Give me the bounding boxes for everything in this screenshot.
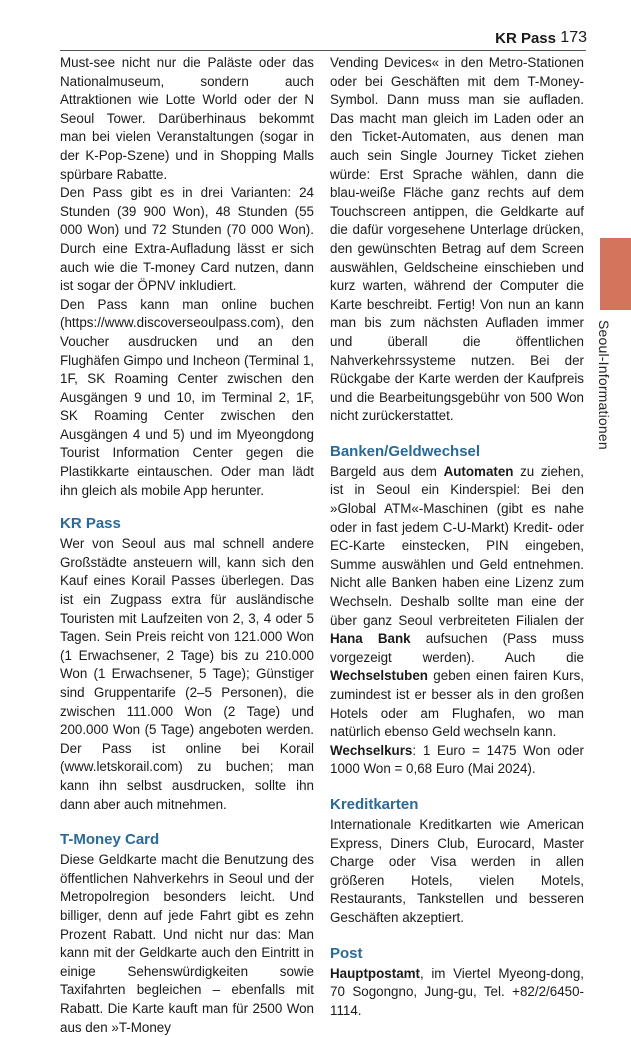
kreditkarten-paragraph: Internationale Kreditkarten wie American Express, Diners Club, Eurocard, Master Charge oder Visa werden in allen größeren Hotels, vielen Motels, Restaurants, Tankstellen und besseren Geschäften akzeptiert. [330, 816, 584, 925]
bold-term-hana-bank: Hana Bank [330, 631, 411, 647]
bold-term-automaten: Automaten [443, 463, 514, 479]
intro-paragraph-3: Den Pass kann man online buchen (https://www.discoverseoulpass.com), den Voucher ausdrucken und an den Flughäfen Gimpo und Incheon (Terminal 1, 1F, SK Roaming Center zwischen den Ausgängen 9 und 10, im Terminal 2, 1F, SK Roaming Center zwischen den Ausgängen 4 und 5) und im Myeongdong Tourist Information Center gegen die Plastikkarte eintauschen. Oder man lädt ihn gleich als mobile App herunter. [60, 296, 314, 498]
section-heading-kreditkarten: Kreditkarten [330, 795, 419, 813]
t-money-continued-paragraph: Vending Devices« in den Metro-Stationen oder bei Geschäften mit dem T-Money-Symbol. Dann muss man sie aufladen. Das macht man gleich im Laden oder an den Ticket-Automaten, aus denen man auch sein Single Journey Ticket ziehen würde: Erst Sprache wählen, dann die blau-weiße Fläche ganz rechts auf dem Touchscreen antippen, die Geldkarte auf die dafür vorgesehene Unterlage drücken, den gewünschten Betrag auf dem Screen auswählen, Geldscheine einschieben und kurz warten, während der Computer die Karte beschreibt. Fertig! Von nun an kann man bis zum nächsten Aufladen immer und überall die öffentlichen Nahverkehrssysteme nutzen. Bei der Rückgabe der Karte werden der Kaufpreis und die Bearbeitungsgebühr von 500 Won nicht zurückerstattet. [330, 55, 584, 424]
bold-term-wechselkurs: Wechselkurs [330, 742, 413, 758]
right-column [330, 54, 584, 1020]
bold-term-wechselstuben: Wechselstuben [330, 668, 428, 684]
chapter-side-label: Seoul-Informationen [596, 320, 612, 450]
left-column [60, 54, 314, 1037]
post-paragraph: Hauptpostamt, im Viertel Myeong-dong, 70 Sogongno, Jung-gu, Tel. +82/2/6450-1114. [330, 965, 584, 1018]
section-heading-post: Post [330, 944, 363, 962]
kr-pass-paragraph: Wer von Seoul aus mal schnell andere Großstädte ansteuern will, kann sich den Kauf eines Korail Passes überlegen. Das ist ein Zugpass extra für ausländische Touristen mit Laufzeiten von 2, 3, 4 oder 5 Tagen. Sein Preis reicht von 121.000 Won (1 Erwachsener, 2 Tage) bis zu 210.000 Won (1 Erwachsener, 5 Tage); Günstiger sind Gruppentarife (2–5 Personen), die zwischen 111.000 Won (2 Tage) und 200.000 Won (5 Tage) angeboten werden. Der Pass ist online bei Korail (www.letskorail.com) zu buchen; man kann ihn selbst ausdrucken, sollte ihn dann aber auch mitnehmen. [60, 536, 314, 812]
wechselkurs-paragraph: Wechselkurs: 1 Euro = 1475 Won oder 1000 Won = 0,68 Euro (Mai 2024). [330, 742, 584, 777]
bold-term-hauptpostamt: Hauptpostamt [330, 965, 421, 981]
section-heading-kr-pass: KR Pass [60, 515, 121, 533]
header-rule [60, 50, 586, 51]
intro-paragraph-2: Den Pass gibt es in drei Varianten: 24 Stunden (39 900 Won), 48 Stunden (55 000 Won) und 72 Stunden (70 000 Won). Durch eine Extra-Aufladung lässt er sich auch wie die T-money Card nutzen, dann ist sogar der ÖPNV inkludiert. [60, 185, 314, 294]
running-head: KR Pass [495, 30, 556, 47]
page-number: 173 [560, 29, 587, 46]
chapter-thumb-tab [600, 238, 631, 310]
section-heading-t-money: T-Money Card [60, 831, 160, 849]
t-money-paragraph: Diese Geldkarte macht die Benutzung des öffentlichen Nahverkehrs in Seoul und der Metropolregion besonders leicht. Und billiger, denn auf jede Fahrt gibt es zehn Prozent Rabatt. Und nicht nur das: Man kann mit der Geldkarte auch den Eintritt in einige Sehenswürdigkeiten sowie Taxifahrten begleichen – ebenfalls mit Rabatt. Die Karte kauft man für 2500 Won aus den »T-Money [60, 852, 314, 1035]
section-heading-banken: Banken/Geldwechsel [330, 442, 481, 460]
banken-paragraph: Bargeld aus dem Automaten zu ziehen, ist in Seoul ein Kinderspiel: Bei den »Global ATM«-Maschinen (gibt es nahe oder in fast jedem C-U-Markt) Kredit- oder EC-Karte einstecken, PIN eingeben, Summe auswählen und Geld entnehmen. Nicht alle Banken haben eine Lizenz zum Wechseln. Deshalb sollte man eine der über ganz Seoul verbreiteten Filialen der Hana Bank aufsuchen (Pass muss vorgezeigt werden). Auch die Wechselstuben geben einen fairen Kurs, zumindest ist er besser als in den großen Hotels oder am Flughafen, wo man natürlich ebenso Geld wechseln kann. [330, 463, 584, 740]
intro-paragraph-1: Must-see nicht nur die Paläste oder das Nationalmuseum, sondern auch Attraktionen wie Lotte World oder der N Seoul Tower. Darüberhinaus bekommt man bei vielen Veranstaltungen (sogar in der K-Pop-Szene) und in Shopping Malls spürbare Rabatte. [60, 55, 314, 182]
